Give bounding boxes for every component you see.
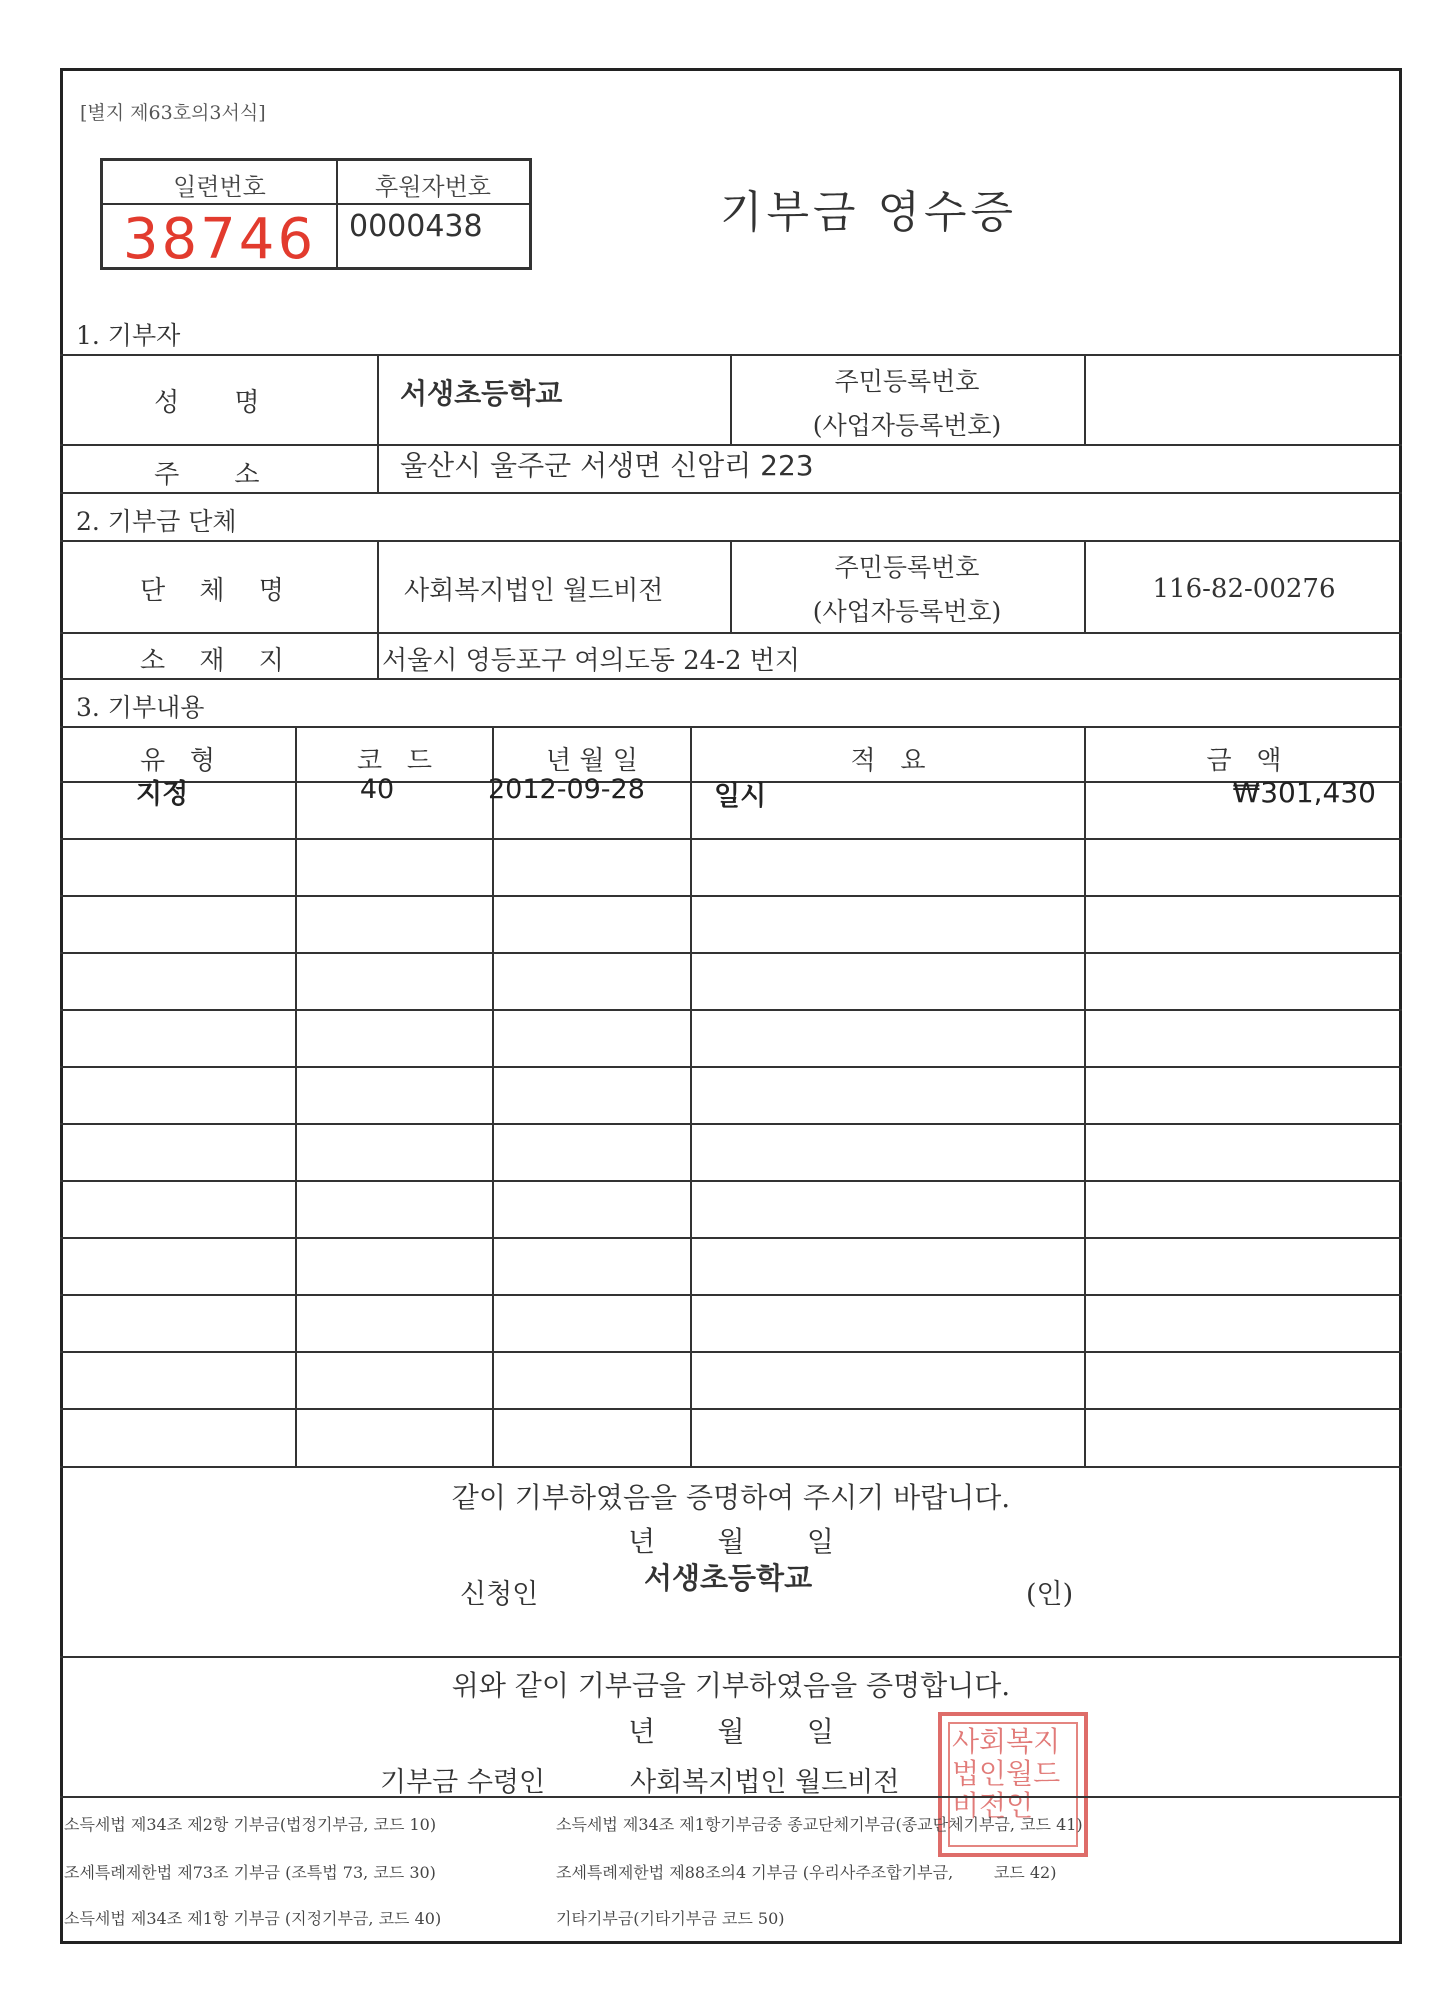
- org-regno-label-1: 주민등록번호: [834, 553, 980, 582]
- applicant-name: 서생초등학교: [644, 1561, 813, 1595]
- col-header-date: 년 월 일: [546, 746, 638, 776]
- org-regno-value: 116-82-00276: [1152, 574, 1336, 604]
- row-amount: ₩301,430: [1232, 776, 1376, 809]
- org-name: 사회복지법인 월드비전: [404, 576, 664, 606]
- row-date: 2012-09-28: [488, 774, 645, 805]
- footnote-right-3: 기타기부금(기타기부금 코드 50): [556, 1909, 785, 1928]
- page-title: 기부금 영수증: [720, 187, 1018, 238]
- serial-label: 일련번호: [173, 173, 266, 201]
- applicant-statement: 같이 기부하였음을 증명하여 주시기 바랍니다.: [451, 1481, 1011, 1514]
- org-name-label: 단 체 명: [140, 576, 297, 606]
- row-type: 지정: [136, 779, 189, 810]
- organization-seal: [938, 1712, 1088, 1857]
- col-header-summary: 적 요: [850, 746, 926, 776]
- sponsor-number: 0000438: [349, 209, 483, 244]
- applicant-label: 신청인: [460, 1579, 539, 1610]
- col-header-amount: 금 액: [1206, 746, 1282, 776]
- donor-address: 울산시 울주군 서생면 신암리 223: [400, 449, 814, 482]
- donor-regno-label-1: 주민등록번호: [834, 367, 980, 396]
- footnote-left-2: 조세특례제한법 제73조 기부금 (조특법 73, 코드 30): [64, 1863, 436, 1882]
- org-section-title: 2. 기부금 단체: [76, 507, 237, 536]
- row-summary: 일시: [714, 781, 767, 812]
- col-header-type: 유 형: [139, 746, 216, 776]
- applicant-date-line: 년 월 일: [628, 1525, 834, 1558]
- donor-address-label: 주 소: [154, 460, 283, 490]
- col-header-code: 코 드: [356, 746, 433, 776]
- recipient-label: 기부금 수령인: [380, 1767, 546, 1798]
- serial-number: 38746: [122, 207, 317, 272]
- org-location: 서울시 영등포구 여의도동 24-2 번지: [382, 646, 800, 676]
- recipient-name: 사회복지법인 월드비전: [630, 1767, 900, 1798]
- applicant-seal-mark: (인): [1026, 1579, 1074, 1610]
- recipient-date-line: 년 월 일: [628, 1715, 834, 1748]
- donor-name-label: 성 명: [154, 388, 283, 418]
- form-reference: [별지 제63호의3서식]: [80, 102, 266, 124]
- form-frame: [60, 68, 1402, 1944]
- donor-regno-label-2: (사업자등록번호): [812, 411, 1002, 440]
- donation-section-title: 3. 기부내용: [76, 693, 205, 722]
- donor-name: 서생초등학교: [400, 377, 563, 410]
- footnote-left-3: 소득세법 제34조 제1항 기부금 (지정기부금, 코드 40): [64, 1909, 442, 1928]
- footnote-left-1: 소득세법 제34조 제2항 기부금(법정기부금, 코드 10): [64, 1815, 437, 1834]
- sponsor-label: 후원자번호: [375, 173, 491, 201]
- serial-box: [100, 158, 532, 270]
- footnote-right-2: 조세특례제한법 제88조의4 기부금 (우리사주조합기부금, 코드 42): [556, 1863, 1057, 1882]
- org-regno-label-2: (사업자등록번호): [812, 597, 1002, 626]
- footnote-right-1: 소득세법 제34조 제1항기부금중 종교단체기부금(종교단체기부금, 코드 41): [556, 1815, 1083, 1834]
- org-location-label: 소 재 지: [140, 646, 297, 676]
- recipient-statement: 위와 같이 기부금을 기부하였음을 증명합니다.: [451, 1669, 1011, 1702]
- row-code: 40: [359, 774, 395, 805]
- donor-section-title: 1. 기부자: [76, 321, 181, 350]
- seal-text: 사회복지법인월드비전인: [952, 1725, 1061, 1822]
